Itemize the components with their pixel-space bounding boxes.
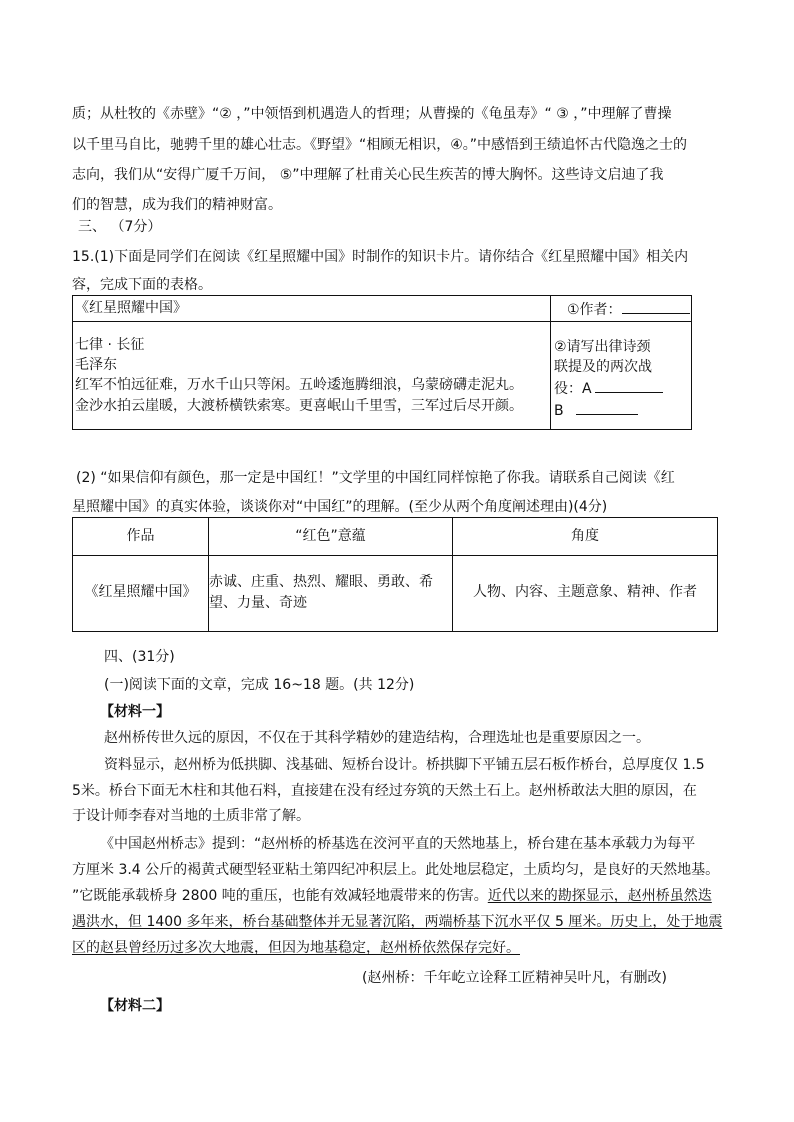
battle-a <box>554 378 663 399</box>
paragraph-3-underlined-line-2: 遇洪水，但 1400 多年来，桥台基础整体并无显著沉陷，两端桥基下沉水平仅 5 厘米。历史上，处于地震 <box>72 914 723 930</box>
battle-b-blank[interactable] <box>576 400 638 415</box>
q15-2-line-1: (2) “如果信仰有颜色，那一定是中国红！”文学里的中国红同样惊艳了你我。请联系自己阅读《红 <box>76 470 675 486</box>
paragraph-3-line-1: 《中国赵州桥志》提到：“赵州桥的桥基选在洨河平直的天然地基上，桥台建在基本承载力为每平 <box>100 836 696 852</box>
battle-b <box>554 400 638 421</box>
header-meaning: “红色”意蕴 <box>295 528 366 544</box>
knowledge-card-table <box>72 295 692 430</box>
battle-b-label: B <box>554 403 564 419</box>
header-work: 作品 <box>126 528 155 544</box>
reading-intro: (一)阅读下面的文章，完成 16~18 题。(共 12分) <box>104 677 415 693</box>
q15-1-line-1: 15.(1)下面是同学们在阅读《红星照耀中国》时制作的知识卡片。请你结合《红星照耀中国》相关内 <box>72 249 689 265</box>
paragraph-3-underlined-line-3: 区的赵县曾经历过多次大地震，但因为地基稳定，赵州桥依然保存完好。 <box>72 940 520 956</box>
paragraph-3-line-3 <box>72 886 712 906</box>
battle-a-blank[interactable] <box>595 378 663 393</box>
cell-work: 《红星照耀中国》 <box>84 584 197 600</box>
paragraph-2-line-1: 资料显示，赵州桥为低拱脚、浅基础、短桥台设计。桥拱脚下平铺五层石板作桥台，总厚度仅 1.5 <box>104 757 705 773</box>
intro-line-4: 们的智慧，成为我们的精神财富。 <box>72 197 282 213</box>
q15-2-line-2: 星照耀中国》的真实体验，谈谈你对“中国红”的理解。(至少从两个角度阐述理由)(4分) <box>72 499 608 515</box>
section-3-heading: 三、 （7分） <box>78 219 162 235</box>
intro-line-1: 质；从杜牧的《赤壁》“② ，”中领悟到机遇造人的哲理；从曹操的《龟虽寿》“ ③ ，”中理解了曹操 <box>72 106 672 122</box>
poem-title: 七律 · 长征 <box>75 337 145 353</box>
table-divider <box>73 321 691 322</box>
q15-1-line-2: 容，完成下面的表格。 <box>72 277 212 293</box>
intro-line-2: 以千里马自比，驰骋千里的雄心壮志。《野望》“相顾无相识，④。”中感悟到王绩追怀古代隐逸之士的 <box>72 137 688 153</box>
section-4-heading: 四、(31分) <box>104 649 175 665</box>
book-title: 《红星照耀中国》 <box>75 300 187 316</box>
battle-a-label: 役：A <box>554 381 592 397</box>
header-angle: 角度 <box>571 528 599 544</box>
paragraph-3-text: ”它既能承载桥身 2800 吨的重压，也能有效减轻地震带来的伤害。 <box>72 888 488 904</box>
table-divider <box>73 555 717 556</box>
table-divider <box>550 296 551 429</box>
paragraph-3-underlined-start: 近代以来的勘探显示，赵州桥虽然迭 <box>487 888 712 904</box>
cell-meaning: 赤诚、庄重、热烈、耀眼、勇敢、希望、力量、奇迹 <box>209 574 433 611</box>
paragraph-3-line-2: 方厘米 3.4 公斤的褐黄式硬型轻亚粘土第四纪冲积层上。此处地层稳定，土质均匀，是良好的天然地基。 <box>72 862 720 878</box>
paragraph-2-line-2: 5米。桥台下面无木柱和其他石料，直接建在没有经过夯筑的天然土石上。赵州桥敢法大胆的原因，在 <box>72 783 697 799</box>
paragraph-1: 赵州桥传世久远的原因，不仅在于其科学精妙的建造结构，合理选址也是重要原因之一。 <box>104 730 650 746</box>
china-red-table <box>72 517 718 632</box>
source-citation: (赵州桥：千年屹立诠释工匠精神吴叶凡，有删改) <box>362 970 667 986</box>
poem-author: 毛泽东 <box>75 357 117 373</box>
prompt-line-2: 联提及的两次战 <box>554 359 652 375</box>
paragraph-2-line-3: 于设计师李春对当地的土质非常了解。 <box>72 808 310 824</box>
author-blank[interactable] <box>622 299 690 314</box>
prompt-line-1: ②请写出律诗颈 <box>554 339 651 355</box>
author-prompt <box>567 299 690 320</box>
material-1-label: 【材料一】 <box>100 704 170 720</box>
cell-angle: 人物、内容、主题意象、精神、作者 <box>473 584 697 600</box>
poem-line-2: 金沙水拍云崖暖，大渡桥横铁索寒。更喜岷山千里雪，三军过后尽开颜。 <box>75 398 523 414</box>
intro-line-3: 志向，我们从“安得广厦千万间， ⑤”中理解了杜甫关心民生疾苦的博大胸怀。这些诗文启迪了我 <box>72 167 664 183</box>
poem-line-1: 红军不怕远征难，万水千山只等闲。五岭逶迤腾细浪，乌蒙磅礴走泥丸。 <box>75 377 523 393</box>
author-label: ①作者： <box>567 302 622 318</box>
material-2-label: 【材料二】 <box>100 998 170 1014</box>
